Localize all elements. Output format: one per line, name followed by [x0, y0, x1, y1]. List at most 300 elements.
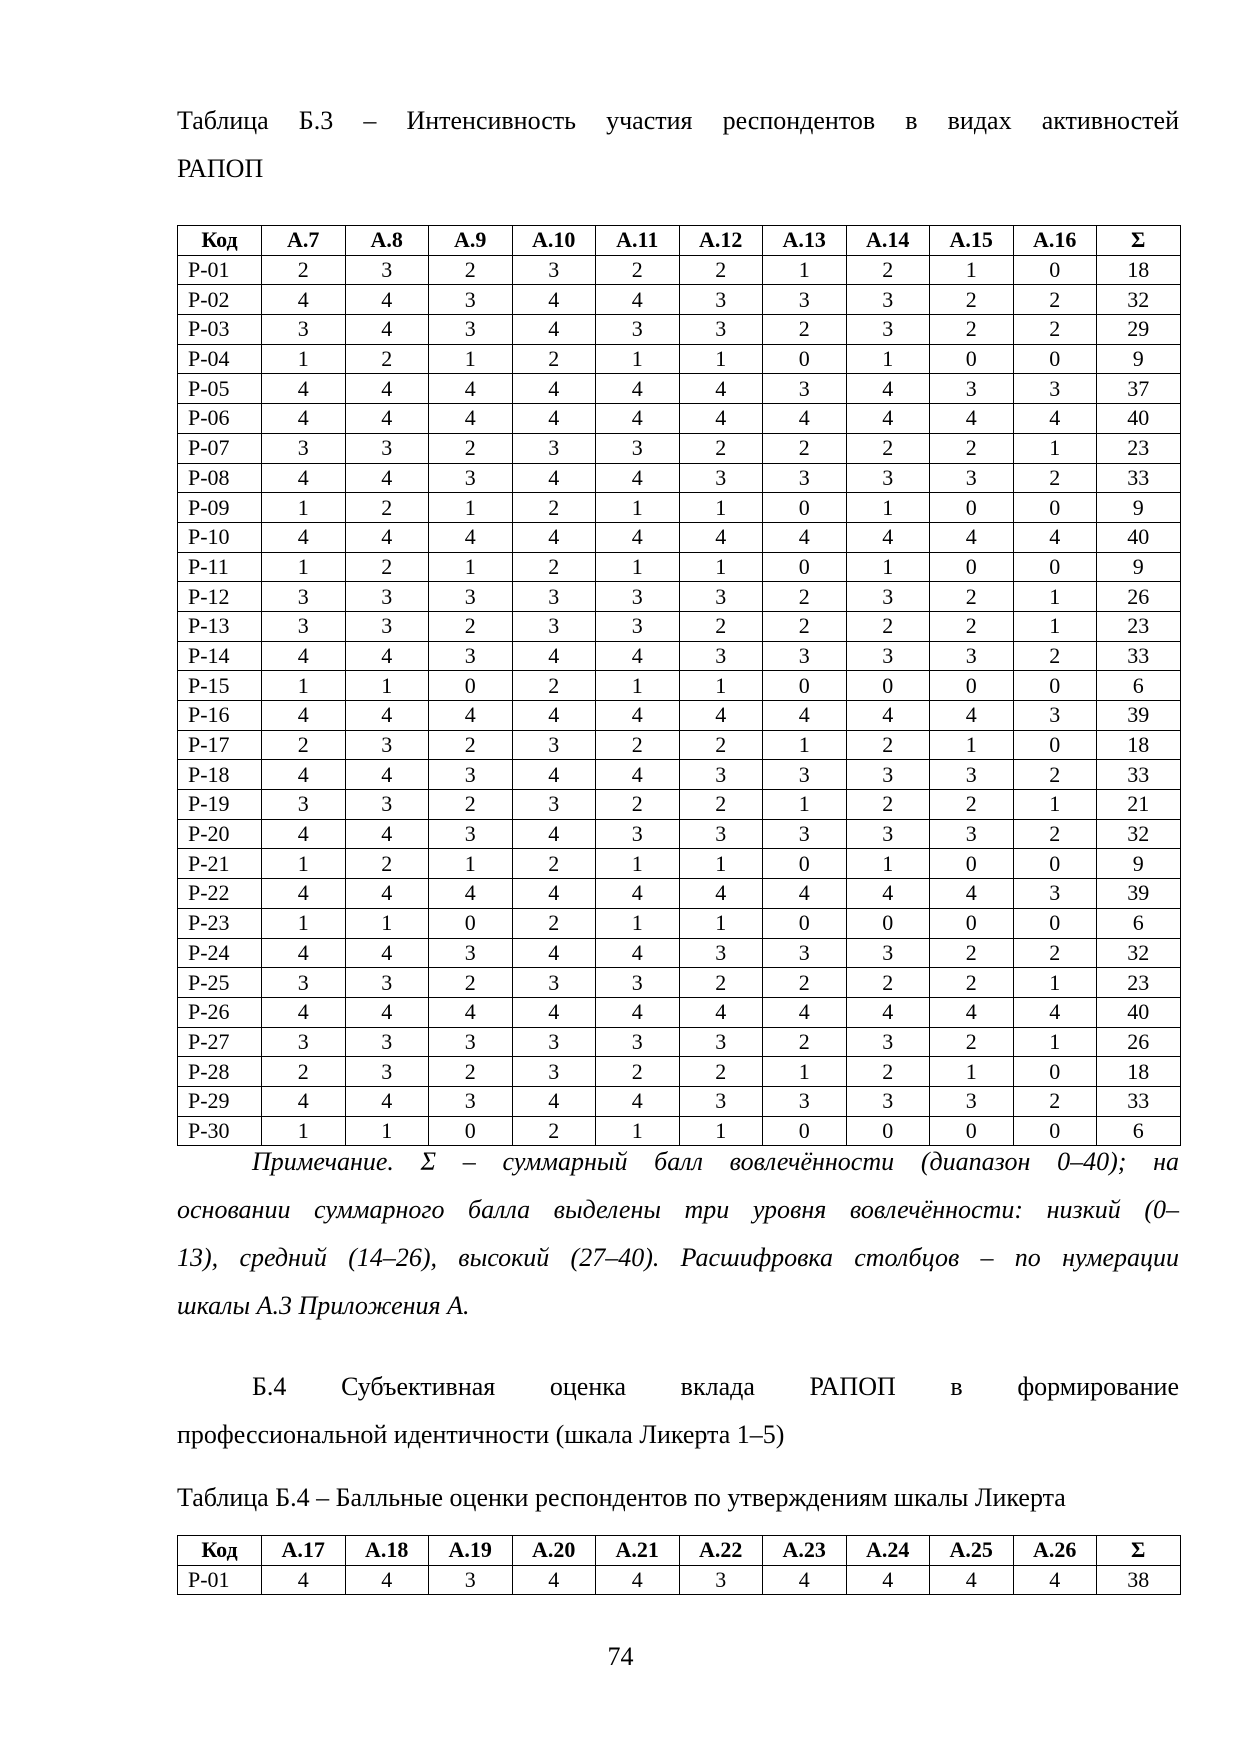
table-row — [178, 760, 1181, 790]
respondent-code-cell: Р-10 — [178, 522, 262, 552]
score-cell: 1 — [1013, 611, 1097, 641]
score-cell: 2 — [1013, 819, 1097, 849]
score-cell: 3 — [596, 1027, 680, 1057]
score-cell: 1 — [679, 671, 763, 701]
score-cell: 0 — [930, 1116, 1014, 1146]
score-cell: 3 — [679, 641, 763, 671]
score-cell: 3 — [930, 463, 1014, 493]
score-cell: 3 — [345, 582, 429, 612]
score-cell: 33 — [1097, 641, 1181, 671]
score-cell: 3 — [429, 819, 513, 849]
score-cell: 2 — [763, 611, 847, 641]
score-cell: 2 — [429, 968, 513, 998]
score-cell: 4 — [596, 285, 680, 315]
column-header: А.22 — [679, 1536, 763, 1566]
score-cell: 3 — [429, 938, 513, 968]
score-cell: 9 — [1097, 552, 1181, 582]
respondent-code-cell: Р-25 — [178, 968, 262, 998]
score-cell: 3 — [846, 938, 930, 968]
score-cell: 4 — [512, 404, 596, 434]
score-cell: 0 — [1013, 908, 1097, 938]
respondent-code-cell: Р-04 — [178, 344, 262, 374]
score-cell: 3 — [262, 315, 346, 345]
score-cell: 4 — [262, 463, 346, 493]
score-cell: 2 — [846, 611, 930, 641]
table-row — [178, 255, 1181, 285]
score-cell: 0 — [1013, 1057, 1097, 1087]
score-cell: 0 — [930, 908, 1014, 938]
score-cell: 1 — [596, 908, 680, 938]
score-cell: 3 — [262, 968, 346, 998]
score-cell: 4 — [679, 374, 763, 404]
score-cell: 4 — [262, 1086, 346, 1116]
score-cell: 3 — [429, 315, 513, 345]
score-cell: 0 — [930, 344, 1014, 374]
score-cell: 2 — [1013, 1086, 1097, 1116]
score-cell: 1 — [596, 849, 680, 879]
score-cell: 3 — [512, 255, 596, 285]
score-cell: 4 — [763, 701, 847, 731]
score-cell: 3 — [679, 463, 763, 493]
score-cell: 4 — [596, 641, 680, 671]
score-cell: 2 — [262, 255, 346, 285]
score-cell: 4 — [930, 522, 1014, 552]
score-cell: 3 — [596, 968, 680, 998]
respondent-code-cell: Р-07 — [178, 433, 262, 463]
score-cell: 2 — [596, 1057, 680, 1087]
score-cell: 4 — [596, 463, 680, 493]
score-cell: 3 — [345, 968, 429, 998]
respondent-code-cell: Р-01 — [178, 255, 262, 285]
score-cell: 3 — [763, 463, 847, 493]
respondent-code-cell: Р-19 — [178, 790, 262, 820]
score-cell: 3 — [930, 1086, 1014, 1116]
score-cell: 2 — [930, 1027, 1014, 1057]
score-cell: 4 — [262, 760, 346, 790]
score-cell: 2 — [846, 968, 930, 998]
score-cell: 1 — [930, 730, 1014, 760]
column-header: А.16 — [1013, 226, 1097, 256]
table-row — [178, 671, 1181, 701]
score-cell: 2 — [679, 611, 763, 641]
score-cell: 4 — [679, 701, 763, 731]
score-cell: 33 — [1097, 463, 1181, 493]
score-cell: 4 — [596, 522, 680, 552]
score-cell: 2 — [512, 344, 596, 374]
score-cell: 1 — [1013, 790, 1097, 820]
score-cell: 2 — [512, 671, 596, 701]
score-cell: 1 — [596, 344, 680, 374]
table-row — [178, 968, 1181, 998]
score-cell: 4 — [763, 997, 847, 1027]
table-b4-caption-text: Таблица Б.4 – Балльные оценки респондентов по утверждениям шкалы Ликерта — [177, 1483, 1066, 1512]
score-cell: 2 — [429, 611, 513, 641]
note-line4: шкалы А.3 Приложения А. — [177, 1291, 470, 1320]
score-cell: 4 — [1013, 997, 1097, 1027]
score-cell: 4 — [930, 997, 1014, 1027]
score-cell: 3 — [596, 819, 680, 849]
score-cell: 37 — [1097, 374, 1181, 404]
score-cell: 0 — [763, 908, 847, 938]
score-cell: 4 — [596, 760, 680, 790]
score-cell: 4 — [345, 879, 429, 909]
score-cell: 3 — [763, 641, 847, 671]
score-cell: 4 — [262, 404, 346, 434]
score-cell: 2 — [846, 433, 930, 463]
score-cell: 3 — [846, 819, 930, 849]
score-cell: 1 — [679, 849, 763, 879]
score-cell: 3 — [262, 582, 346, 612]
respondent-code-cell: Р-01 — [178, 1565, 262, 1595]
score-cell: 3 — [679, 1027, 763, 1057]
respondent-code-cell: Р-13 — [178, 611, 262, 641]
score-cell: 4 — [429, 997, 513, 1027]
column-header: А.12 — [679, 226, 763, 256]
score-cell: 3 — [429, 1027, 513, 1057]
score-cell: 38 — [1097, 1565, 1181, 1595]
score-cell: 4 — [345, 522, 429, 552]
score-cell: 4 — [846, 404, 930, 434]
score-cell: 1 — [679, 552, 763, 582]
score-cell: 2 — [1013, 641, 1097, 671]
score-cell: 2 — [846, 255, 930, 285]
score-cell: 2 — [512, 1116, 596, 1146]
score-cell: 2 — [930, 611, 1014, 641]
score-cell: 0 — [1013, 730, 1097, 760]
score-cell: 4 — [345, 938, 429, 968]
score-cell: 2 — [846, 1057, 930, 1087]
score-cell: 4 — [429, 374, 513, 404]
score-cell: 1 — [1013, 968, 1097, 998]
respondent-code-cell: Р-26 — [178, 997, 262, 1027]
score-cell: 4 — [930, 701, 1014, 731]
score-cell: 2 — [679, 968, 763, 998]
score-cell: 2 — [763, 433, 847, 463]
score-cell: 2 — [429, 790, 513, 820]
score-cell: 1 — [596, 552, 680, 582]
score-cell: 29 — [1097, 315, 1181, 345]
score-cell: 1 — [262, 908, 346, 938]
score-cell: 2 — [512, 493, 596, 523]
score-cell: 4 — [679, 522, 763, 552]
score-cell: 3 — [763, 938, 847, 968]
table-row — [178, 908, 1181, 938]
score-cell: 0 — [763, 552, 847, 582]
table-row — [178, 285, 1181, 315]
score-cell: 2 — [930, 790, 1014, 820]
score-cell: 4 — [679, 997, 763, 1027]
score-cell: 3 — [345, 790, 429, 820]
score-cell: 4 — [345, 819, 429, 849]
score-cell: 4 — [345, 997, 429, 1027]
score-cell: 3 — [512, 1057, 596, 1087]
table-header-row — [178, 226, 1181, 256]
score-cell: 4 — [429, 404, 513, 434]
score-cell: 3 — [345, 730, 429, 760]
respondent-code-cell: Р-03 — [178, 315, 262, 345]
score-cell: 33 — [1097, 760, 1181, 790]
respondent-code-cell: Р-11 — [178, 552, 262, 582]
score-cell: 4 — [596, 938, 680, 968]
note-line2: основании суммарного балла выделены три уровня вовлечённости: низкий (0– — [177, 1195, 1179, 1224]
section-b4-line2: профессиональной идентичности (шкала Ликерта 1–5) — [177, 1420, 785, 1449]
score-cell: 9 — [1097, 849, 1181, 879]
score-cell: 3 — [846, 641, 930, 671]
respondent-code-cell: Р-02 — [178, 285, 262, 315]
column-header: А.7 — [262, 226, 346, 256]
score-cell: 3 — [262, 433, 346, 463]
score-cell: 1 — [345, 671, 429, 701]
table-b4 — [177, 1535, 1181, 1595]
respondent-code-cell: Р-20 — [178, 819, 262, 849]
table-b3-note — [177, 1138, 1179, 1330]
score-cell: 3 — [345, 1027, 429, 1057]
score-cell: 2 — [930, 582, 1014, 612]
score-cell: 2 — [512, 849, 596, 879]
score-cell: 4 — [345, 760, 429, 790]
score-cell: 0 — [763, 849, 847, 879]
score-cell: 3 — [846, 1086, 930, 1116]
score-cell: 0 — [1013, 671, 1097, 701]
score-cell: 0 — [1013, 344, 1097, 374]
score-cell: 3 — [679, 1565, 763, 1595]
score-cell: 3 — [763, 1086, 847, 1116]
score-cell: 2 — [262, 1057, 346, 1087]
score-cell: 3 — [846, 285, 930, 315]
score-cell: 0 — [1013, 255, 1097, 285]
score-cell: 2 — [262, 730, 346, 760]
score-cell: 26 — [1097, 582, 1181, 612]
score-cell: 3 — [679, 760, 763, 790]
score-cell: 4 — [596, 1086, 680, 1116]
respondent-code-cell: Р-21 — [178, 849, 262, 879]
score-cell: 2 — [345, 493, 429, 523]
score-cell: 4 — [262, 997, 346, 1027]
note-line1: Примечание. Σ – суммарный балл вовлечённости (диапазон 0–40); на — [252, 1147, 1179, 1176]
column-header: А.21 — [596, 1536, 680, 1566]
column-header: А.18 — [345, 1536, 429, 1566]
score-cell: 3 — [596, 611, 680, 641]
score-cell: 0 — [1013, 552, 1097, 582]
score-cell: 4 — [1013, 522, 1097, 552]
score-cell: 4 — [596, 1565, 680, 1595]
score-cell: 1 — [262, 344, 346, 374]
score-cell: 23 — [1097, 433, 1181, 463]
respondent-code-cell: Р-14 — [178, 641, 262, 671]
score-cell: 2 — [429, 433, 513, 463]
table-header-row — [178, 1536, 1181, 1566]
score-cell: 0 — [846, 908, 930, 938]
score-cell: 9 — [1097, 344, 1181, 374]
score-cell: 3 — [262, 1027, 346, 1057]
respondent-code-cell: Р-24 — [178, 938, 262, 968]
score-cell: 21 — [1097, 790, 1181, 820]
table-row — [178, 1086, 1181, 1116]
score-cell: 0 — [429, 908, 513, 938]
score-cell: 1 — [1013, 1027, 1097, 1057]
score-cell: 4 — [930, 879, 1014, 909]
score-cell: 2 — [596, 790, 680, 820]
table-row — [178, 404, 1181, 434]
column-header: Код — [178, 226, 262, 256]
score-cell: 1 — [763, 790, 847, 820]
score-cell: 1 — [345, 908, 429, 938]
score-cell: 4 — [1013, 404, 1097, 434]
score-cell: 3 — [512, 790, 596, 820]
column-header: А.10 — [512, 226, 596, 256]
column-header: А.25 — [930, 1536, 1014, 1566]
score-cell: 3 — [930, 760, 1014, 790]
score-cell: 2 — [930, 968, 1014, 998]
column-header: А.8 — [345, 226, 429, 256]
score-cell: 4 — [262, 1565, 346, 1595]
score-cell: 4 — [429, 701, 513, 731]
score-cell: 4 — [679, 879, 763, 909]
score-cell: 1 — [763, 1057, 847, 1087]
score-cell: 4 — [262, 285, 346, 315]
table-row — [178, 730, 1181, 760]
score-cell: 2 — [763, 315, 847, 345]
score-cell: 1 — [262, 849, 346, 879]
respondent-code-cell: Р-18 — [178, 760, 262, 790]
table-row — [178, 1027, 1181, 1057]
table-row — [178, 522, 1181, 552]
score-cell: 3 — [345, 611, 429, 641]
score-cell: 18 — [1097, 730, 1181, 760]
score-cell: 1 — [429, 552, 513, 582]
respondent-code-cell: Р-29 — [178, 1086, 262, 1116]
score-cell: 4 — [262, 879, 346, 909]
score-cell: 4 — [512, 641, 596, 671]
score-cell: 1 — [930, 1057, 1014, 1087]
score-cell: 3 — [262, 611, 346, 641]
score-cell: 0 — [763, 1116, 847, 1146]
score-cell: 4 — [262, 938, 346, 968]
score-cell: 1 — [262, 493, 346, 523]
table-row — [178, 819, 1181, 849]
column-header: Σ — [1097, 226, 1181, 256]
score-cell: 4 — [512, 1086, 596, 1116]
score-cell: 4 — [345, 404, 429, 434]
score-cell: 3 — [262, 790, 346, 820]
respondent-code-cell: Р-12 — [178, 582, 262, 612]
score-cell: 23 — [1097, 611, 1181, 641]
column-header: А.14 — [846, 226, 930, 256]
score-cell: 2 — [846, 730, 930, 760]
score-cell: 2 — [930, 938, 1014, 968]
score-cell: 2 — [1013, 938, 1097, 968]
score-cell: 2 — [930, 433, 1014, 463]
score-cell: 4 — [512, 315, 596, 345]
score-cell: 4 — [596, 404, 680, 434]
score-cell: 1 — [846, 552, 930, 582]
score-cell: 3 — [846, 463, 930, 493]
score-cell: 0 — [763, 493, 847, 523]
table-row — [178, 997, 1181, 1027]
score-cell: 3 — [679, 819, 763, 849]
table-b4-caption — [177, 1474, 1179, 1522]
respondent-code-cell: Р-16 — [178, 701, 262, 731]
score-cell: 4 — [262, 522, 346, 552]
score-cell: 1 — [262, 671, 346, 701]
table-row — [178, 433, 1181, 463]
score-cell: 1 — [763, 730, 847, 760]
column-header: А.9 — [429, 226, 513, 256]
table-row — [178, 938, 1181, 968]
score-cell: 0 — [930, 671, 1014, 701]
score-cell: 3 — [345, 1057, 429, 1087]
score-cell: 4 — [429, 522, 513, 552]
score-cell: 3 — [429, 285, 513, 315]
score-cell: 1 — [930, 255, 1014, 285]
respondent-code-cell: Р-08 — [178, 463, 262, 493]
score-cell: 2 — [429, 730, 513, 760]
score-cell: 6 — [1097, 1116, 1181, 1146]
score-cell: 3 — [1013, 374, 1097, 404]
table-row — [178, 879, 1181, 909]
table-row — [178, 463, 1181, 493]
score-cell: 4 — [763, 879, 847, 909]
score-cell: 3 — [763, 285, 847, 315]
score-cell: 2 — [679, 1057, 763, 1087]
score-cell: 4 — [846, 879, 930, 909]
score-cell: 4 — [512, 522, 596, 552]
score-cell: 3 — [512, 1027, 596, 1057]
score-cell: 3 — [512, 730, 596, 760]
score-cell: 39 — [1097, 879, 1181, 909]
score-cell: 1 — [429, 493, 513, 523]
score-cell: 1 — [679, 908, 763, 938]
score-cell: 18 — [1097, 255, 1181, 285]
score-cell: 9 — [1097, 493, 1181, 523]
score-cell: 4 — [512, 938, 596, 968]
score-cell: 0 — [429, 671, 513, 701]
score-cell: 4 — [512, 701, 596, 731]
score-cell: 2 — [596, 255, 680, 285]
score-cell: 3 — [846, 582, 930, 612]
score-cell: 4 — [262, 641, 346, 671]
score-cell: 3 — [1013, 879, 1097, 909]
score-cell: 4 — [596, 374, 680, 404]
score-cell: 0 — [930, 493, 1014, 523]
table-row — [178, 1057, 1181, 1087]
score-cell: 4 — [512, 879, 596, 909]
respondent-code-cell: Р-06 — [178, 404, 262, 434]
score-cell: 39 — [1097, 701, 1181, 731]
column-header: А.19 — [429, 1536, 513, 1566]
score-cell: 0 — [1013, 493, 1097, 523]
score-cell: 2 — [345, 849, 429, 879]
score-cell: 3 — [429, 582, 513, 612]
score-cell: 4 — [930, 404, 1014, 434]
score-cell: 4 — [763, 404, 847, 434]
score-cell: 4 — [345, 315, 429, 345]
score-cell: 3 — [429, 463, 513, 493]
score-cell: 2 — [1013, 760, 1097, 790]
score-cell: 0 — [930, 849, 1014, 879]
respondent-code-cell: Р-22 — [178, 879, 262, 909]
table-row — [178, 315, 1181, 345]
respondent-code-cell: Р-05 — [178, 374, 262, 404]
table-row — [178, 790, 1181, 820]
score-cell: 3 — [429, 641, 513, 671]
table-b3-caption-line2: РАПОП — [177, 154, 264, 183]
score-cell: 2 — [930, 315, 1014, 345]
score-cell: 2 — [512, 908, 596, 938]
score-cell: 1 — [763, 255, 847, 285]
score-cell: 3 — [846, 760, 930, 790]
score-cell: 2 — [930, 285, 1014, 315]
